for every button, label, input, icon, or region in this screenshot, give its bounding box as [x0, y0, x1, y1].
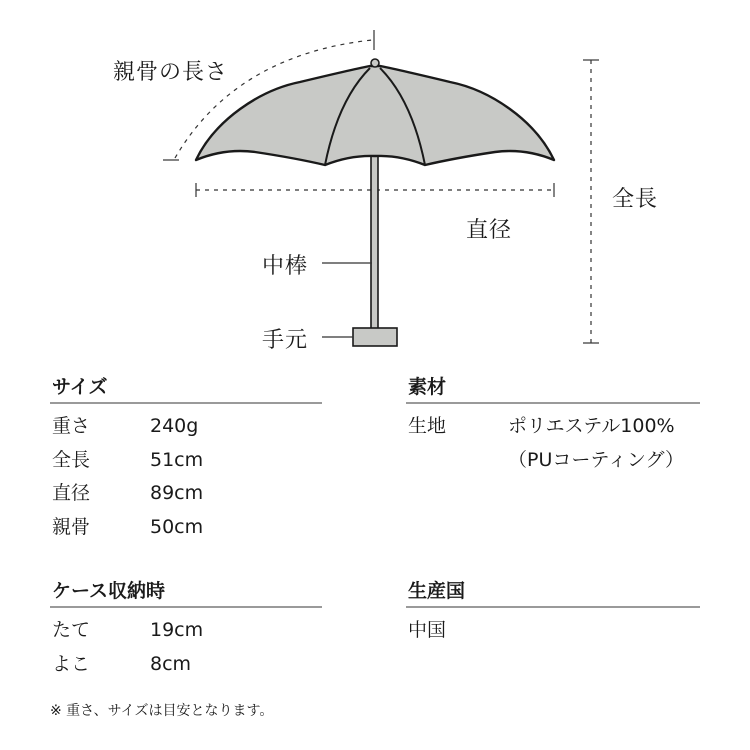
origin-section-title: 生産国 [406, 574, 700, 608]
material-key: 生地 [408, 415, 447, 437]
size-section-title: サイズ [50, 370, 322, 404]
umbrella-diagram [0, 0, 750, 360]
material-note: （PUコーティング） [508, 448, 685, 471]
rib-length-label: 親骨の長さ [113, 60, 229, 85]
case-key: たて [52, 619, 91, 641]
umbrella-canopy [196, 66, 554, 165]
material-section [406, 370, 700, 477]
case-section [50, 574, 322, 681]
case-value: 8cm [150, 652, 192, 675]
size-key: 直径 [52, 482, 91, 504]
case-row-height [50, 614, 322, 648]
case-value: 19cm [150, 619, 204, 641]
size-value: 240g [150, 415, 199, 437]
total-length-dimension [583, 60, 599, 343]
size-row-total-length [50, 444, 322, 478]
umbrella-tip [371, 59, 379, 67]
size-section [50, 370, 322, 544]
size-key: 重さ [52, 415, 91, 437]
size-row-rib [50, 511, 322, 545]
material-row-fabric [406, 410, 700, 444]
origin-section [406, 574, 700, 648]
case-key: よこ [52, 652, 91, 675]
umbrella-shaft [371, 150, 378, 330]
size-value: 51cm [150, 448, 204, 471]
material-section-title: 素材 [406, 370, 700, 404]
shaft-label: 中棒 [262, 254, 309, 279]
size-row-diameter [50, 477, 322, 511]
case-section-title: ケース収納時 [50, 574, 322, 608]
case-row-width [50, 648, 322, 682]
size-row-weight [50, 410, 322, 444]
material-value: ポリエステル100% [508, 415, 675, 437]
size-key: 親骨 [52, 515, 91, 538]
size-value: 50cm [150, 515, 204, 538]
total-length-label: 全長 [612, 187, 659, 212]
umbrella-handle [353, 328, 397, 346]
footnote: ※ 重さ、サイズは目安となります。 [50, 703, 274, 719]
size-value: 89cm [150, 482, 204, 504]
diameter-label: 直径 [466, 218, 513, 243]
handle-label: 手元 [262, 328, 309, 353]
size-key: 全長 [52, 448, 91, 471]
origin-value: 中国 [408, 619, 447, 641]
